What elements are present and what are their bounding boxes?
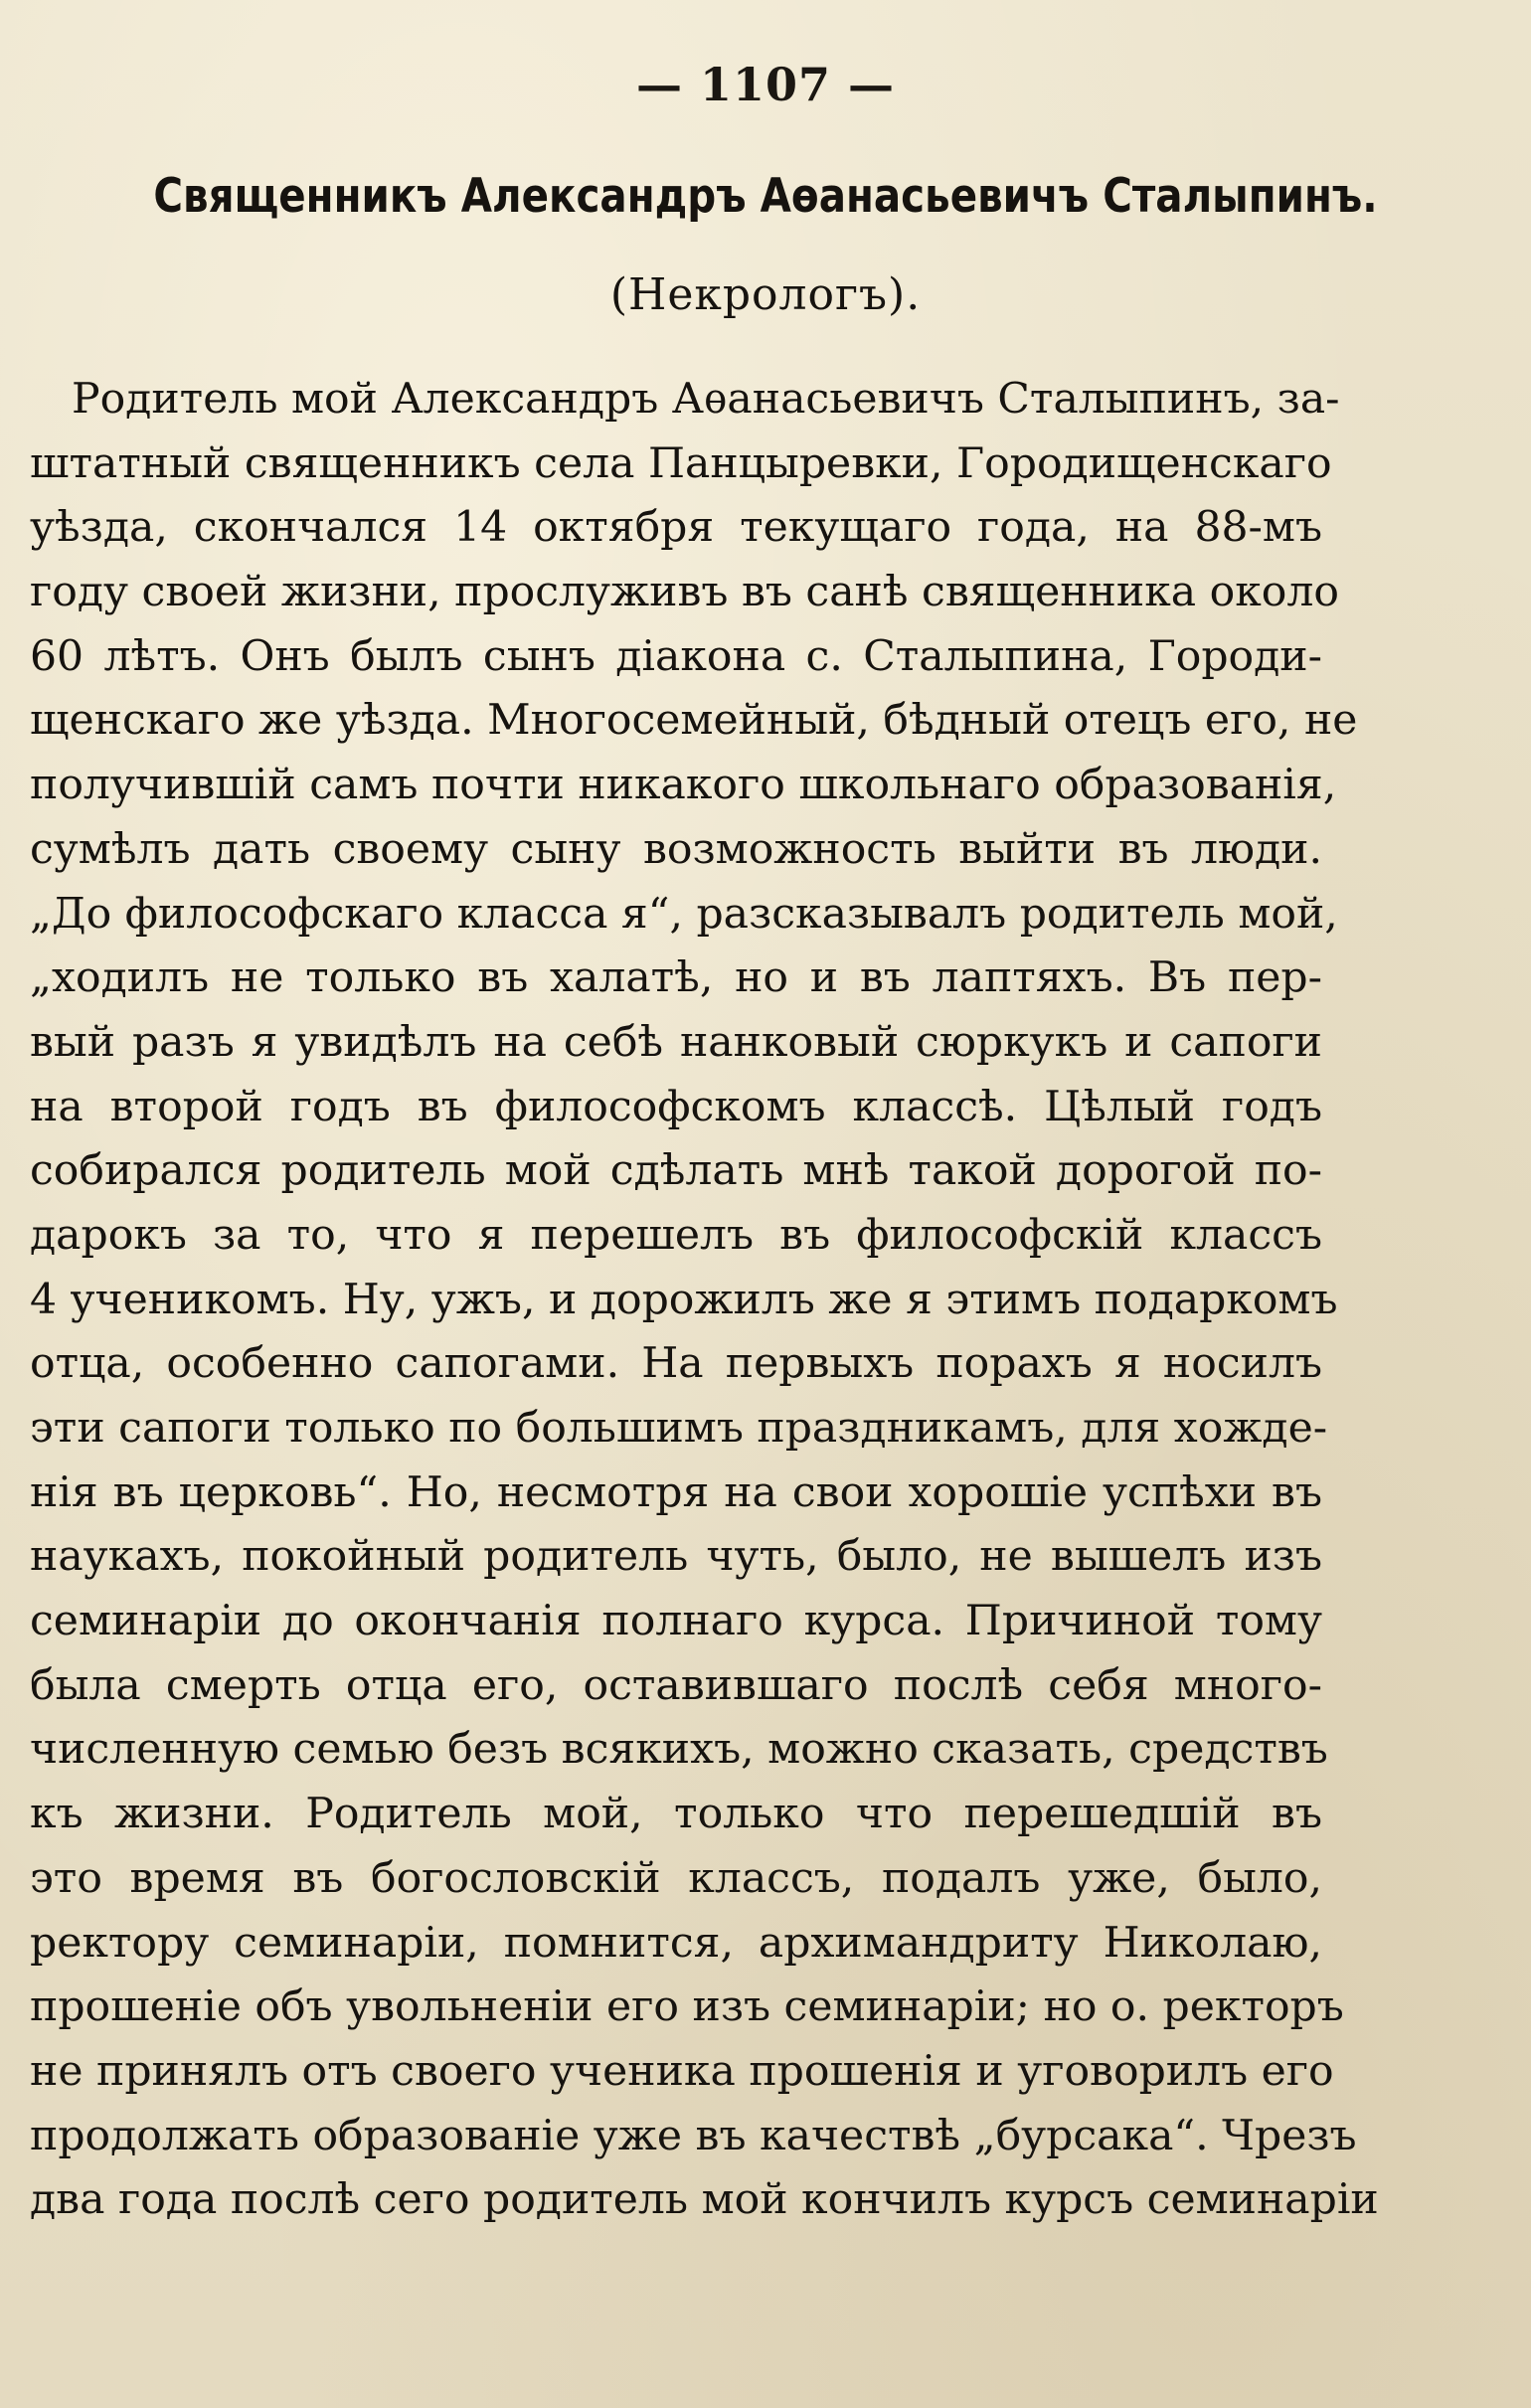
text-line: продолжать образованіе уже въ качествѣ „бурсака“. Чрезъ [30,2111,1357,2160]
article-subtitle: (Некрологъ). [609,269,922,320]
text-line: нія въ церковь“. Но, несмотря на свои хорошіе успѣхи въ [30,1467,1322,1517]
text-line: на второй годъ въ философскомъ классѣ. Цѣлый годъ [30,1082,1322,1131]
text-line: не принялъ отъ своего ученика прошенія и уговорилъ его [30,2046,1334,2096]
text-line: году своей жизни, прослуживъ въ санѣ священника около [30,568,1339,617]
text-line: 60 лѣтъ. Онъ былъ сынъ діакона с. Сталыпина, Городи- [30,631,1322,681]
page-number: — 1107 — [635,58,896,111]
text-line: „До философскаго класса я“, разсказывалъ родитель мой, [30,889,1338,939]
text-line: эти сапоги только по большимъ праздникамъ, для хожде- [30,1404,1328,1453]
text-line: отца, особенно сапогами. На первыхъ порахъ я носилъ [30,1339,1322,1389]
text-line: два года послѣ сего родитель мой кончилъ курсъ семинаріи [30,2175,1379,2225]
text-line: получившій самъ почти никакого школьнаго образованія, [30,761,1337,810]
article-title: Священникъ Александръ Аѳанасьевичъ Сталыпинъ. [153,169,1378,224]
text-line: ректору семинаріи, помнится, архимандриту Николаю, [30,1918,1322,1968]
text-line: уѣзда, скончался 14 октября текущаго года, на 88-мъ [30,503,1322,553]
article-body [30,368,1379,2233]
text-line: щенскаго же уѣзда. Многосемейный, бѣдный отецъ его, не [30,696,1358,746]
text-line: вый разъ я увидѣлъ на себѣ нанковый сюркукъ и сапоги [30,1017,1322,1067]
text-line: Родитель мой Александръ Аѳанасьевичъ Сталыпинъ, за- [72,375,1340,424]
text-line: собирался родитель мой сдѣлать мнѣ такой дорогой по- [30,1146,1322,1196]
text-line: штатный священникъ села Панцыревки, Городищенскаго [30,438,1332,488]
text-line: 4 ученикомъ. Ну, ужъ, и дорожилъ же я этимъ подаркомъ [30,1275,1338,1324]
text-line: это время въ богословскій классъ, подалъ уже, было, [30,1853,1322,1903]
text-line: численную семью безъ всякихъ, можно сказать, средствъ [30,1725,1328,1775]
text-line: къ жизни. Родитель мой, только что перешедшій въ [30,1790,1322,1839]
text-line: прошеніе объ увольненіи его изъ семинаріи; но о. ректоръ [30,1982,1344,2032]
text-line: сумѣлъ дать своему сыну возможность выйти въ люди. [30,824,1322,874]
text-line: „ходилъ не только въ халатѣ, но и въ лаптяхъ. Въ пер- [30,953,1322,1003]
text-line: семинаріи до окончанія полнаго курса. Причиной тому [30,1597,1322,1646]
text-line: дарокъ за то, что я перешелъ въ философскій классъ [30,1210,1322,1260]
text-line: была смерть отца его, оставившаго послѣ себя много- [30,1660,1322,1710]
text-line: наукахъ, покойный родитель чуть, было, не вышелъ изъ [30,1532,1322,1582]
